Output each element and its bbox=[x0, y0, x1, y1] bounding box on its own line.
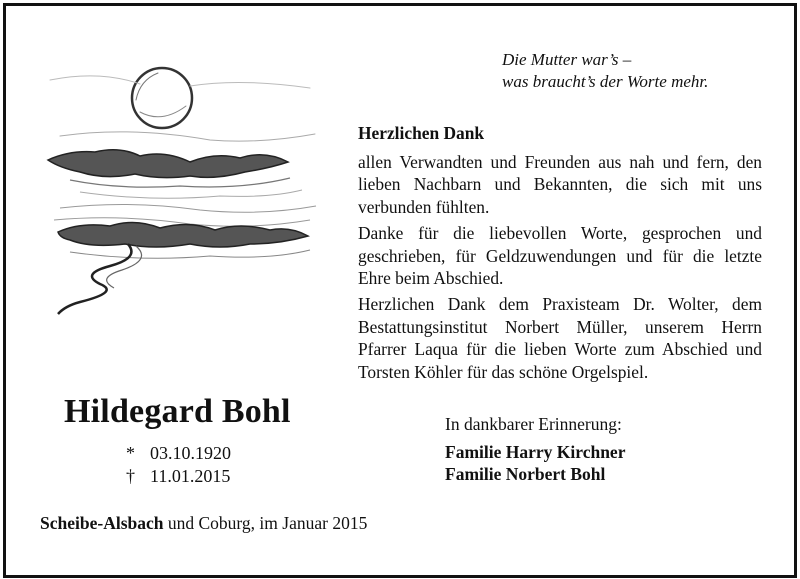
thanks-paragraph-3: Herzlichen Dank dem Praxisteam Dr. Wolter, dem Bestattungsinstitut Norbert Müller, unserem Herrn Pfarrer Laqua für die lieben Worte zum Abschied und Torsten Köhler für das schöne Orgelspiel. bbox=[358, 293, 762, 383]
death-date: 11.01.2015 bbox=[150, 466, 231, 486]
upper-land-shape bbox=[48, 150, 288, 178]
life-dates bbox=[126, 442, 231, 488]
place-name: Scheibe-Alsbach bbox=[40, 513, 164, 533]
birth-date: 03.10.1920 bbox=[150, 443, 231, 463]
motto-line-1: Die Mutter war’s – bbox=[502, 50, 632, 69]
place-date-rest: und Coburg, im Januar 2015 bbox=[163, 513, 368, 533]
thanks-paragraph-2: Danke für die liebevollen Worte, gesprochen und geschrieben, für Geldzuwendungen und für die letzte Ehre beim Abschied. bbox=[358, 222, 762, 289]
path-line bbox=[58, 244, 131, 314]
moon-landscape-illustration bbox=[40, 40, 328, 318]
moon-icon bbox=[132, 68, 192, 128]
deceased-name: Hildegard Bohl bbox=[64, 393, 291, 430]
birth-row bbox=[126, 442, 231, 465]
thanks-paragraph-1: allen Verwandten und Freunden aus nah und fern, den lieben Nachbarn und Bekannten, die sich mit uns verbunden fühlten. bbox=[358, 151, 762, 218]
cross-icon: † bbox=[126, 466, 135, 486]
thanks-heading: Herzlichen Dank bbox=[358, 123, 485, 143]
place-date-line bbox=[40, 513, 367, 534]
motto-line-2: was braucht’s der Worte mehr. bbox=[502, 72, 709, 91]
family-name-2: Familie Norbert Bohl bbox=[445, 464, 606, 484]
motto-quote bbox=[502, 49, 708, 93]
death-row bbox=[126, 465, 231, 488]
remembrance-block bbox=[445, 413, 625, 485]
thanks-section bbox=[358, 122, 762, 387]
family-name-1: Familie Harry Kirchner bbox=[445, 442, 626, 462]
remembrance-label: In dankbarer Erinnerung: bbox=[445, 414, 622, 434]
birth-symbol: * bbox=[126, 443, 135, 463]
lower-land-shape bbox=[58, 222, 308, 247]
